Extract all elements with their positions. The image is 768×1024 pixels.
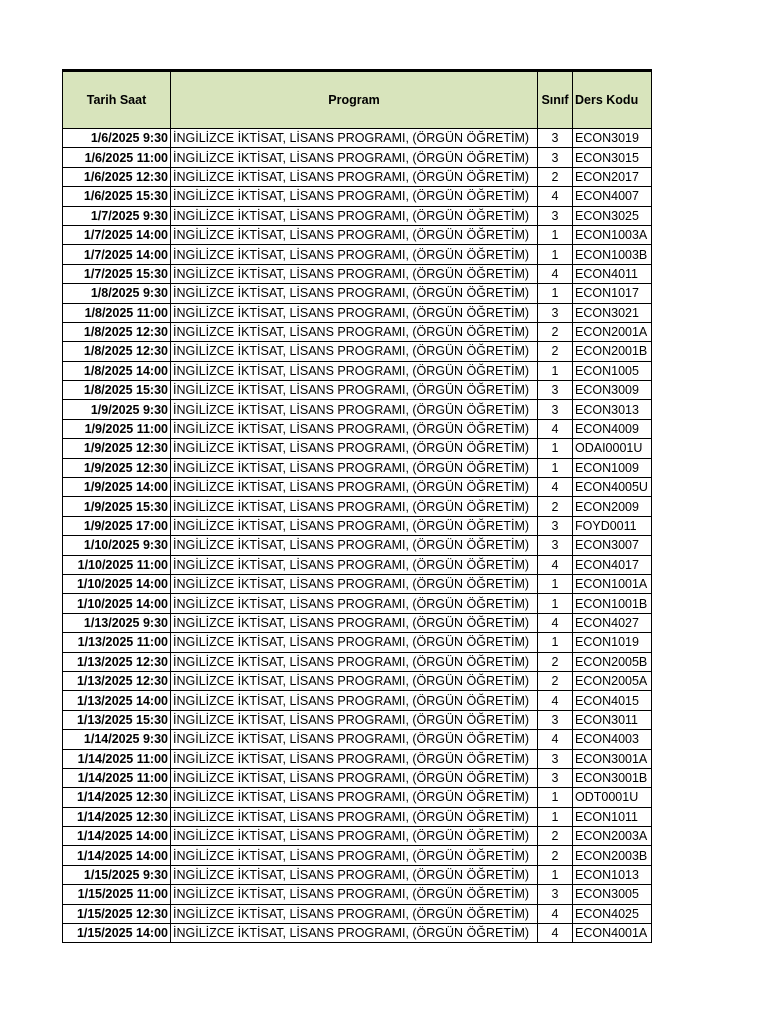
cell-program: İNGİLİZCE İKTİSAT, LİSANS PROGRAMI, (ÖRGÜN ÖĞRETİM): [171, 827, 538, 846]
cell-date-time: 1/9/2025 12:30: [63, 439, 171, 458]
cell-class: 2: [538, 827, 573, 846]
cell-class: 1: [538, 284, 573, 303]
cell-class: 1: [538, 439, 573, 458]
cell-program: İNGİLİZCE İKTİSAT, LİSANS PROGRAMI, (ÖRGÜN ÖĞRETİM): [171, 710, 538, 729]
cell-date-time: 1/9/2025 12:30: [63, 458, 171, 477]
cell-program: İNGİLİZCE İKTİSAT, LİSANS PROGRAMI, (ÖRGÜN ÖĞRETİM): [171, 322, 538, 341]
cell-class: 2: [538, 342, 573, 361]
cell-program: İNGİLİZCE İKTİSAT, LİSANS PROGRAMI, (ÖRGÜN ÖĞRETİM): [171, 225, 538, 244]
cell-course-code: ECON2009: [573, 497, 652, 516]
cell-course-code: ECON1013: [573, 865, 652, 884]
cell-program: İNGİLİZCE İKTİSAT, LİSANS PROGRAMI, (ÖRGÜN ÖĞRETİM): [171, 206, 538, 225]
cell-date-time: 1/10/2025 9:30: [63, 536, 171, 555]
table-row: [63, 652, 652, 671]
cell-course-code: ECON3019: [573, 129, 652, 148]
cell-course-code: ECON1003A: [573, 225, 652, 244]
cell-class: 1: [538, 245, 573, 264]
cell-class: 3: [538, 768, 573, 787]
table-row: [63, 710, 652, 729]
cell-course-code: ECON3015: [573, 148, 652, 167]
cell-class: 4: [538, 419, 573, 438]
cell-program: İNGİLİZCE İKTİSAT, LİSANS PROGRAMI, (ÖRGÜN ÖĞRETİM): [171, 594, 538, 613]
cell-class: 3: [538, 148, 573, 167]
cell-program: İNGİLİZCE İKTİSAT, LİSANS PROGRAMI, (ÖRGÜN ÖĞRETİM): [171, 691, 538, 710]
cell-date-time: 1/7/2025 14:00: [63, 245, 171, 264]
cell-program: İNGİLİZCE İKTİSAT, LİSANS PROGRAMI, (ÖRGÜN ÖĞRETİM): [171, 284, 538, 303]
cell-class: 2: [538, 497, 573, 516]
cell-program: İNGİLİZCE İKTİSAT, LİSANS PROGRAMI, (ÖRGÜN ÖĞRETİM): [171, 264, 538, 283]
cell-date-time: 1/15/2025 12:30: [63, 904, 171, 923]
table-row: [63, 245, 652, 264]
header-date-time: Tarih Saat: [63, 71, 171, 129]
cell-program: İNGİLİZCE İKTİSAT, LİSANS PROGRAMI, (ÖRGÜN ÖĞRETİM): [171, 574, 538, 593]
cell-course-code: ECON2017: [573, 167, 652, 186]
cell-date-time: 1/8/2025 12:30: [63, 322, 171, 341]
table-row: [63, 303, 652, 322]
table-row: [63, 574, 652, 593]
table-row: [63, 478, 652, 497]
cell-program: İNGİLİZCE İKTİSAT, LİSANS PROGRAMI, (ÖRGÜN ÖĞRETİM): [171, 497, 538, 516]
cell-date-time: 1/8/2025 11:00: [63, 303, 171, 322]
cell-class: 4: [538, 264, 573, 283]
cell-date-time: 1/15/2025 14:00: [63, 924, 171, 943]
cell-program: İNGİLİZCE İKTİSAT, LİSANS PROGRAMI, (ÖRGÜN ÖĞRETİM): [171, 516, 538, 535]
table-row: [63, 594, 652, 613]
cell-course-code: ECON3009: [573, 381, 652, 400]
cell-program: İNGİLİZCE İKTİSAT, LİSANS PROGRAMI, (ÖRGÜN ÖĞRETİM): [171, 536, 538, 555]
cell-course-code: ECON4017: [573, 555, 652, 574]
table-row: [63, 904, 652, 923]
cell-course-code: ECON2005A: [573, 671, 652, 690]
cell-course-code: ECON1001A: [573, 574, 652, 593]
table-row: [63, 381, 652, 400]
table-row: [63, 671, 652, 690]
cell-class: 1: [538, 865, 573, 884]
cell-program: İNGİLİZCE İKTİSAT, LİSANS PROGRAMI, (ÖRGÜN ÖĞRETİM): [171, 768, 538, 787]
table-row: [63, 885, 652, 904]
cell-date-time: 1/7/2025 15:30: [63, 264, 171, 283]
cell-course-code: ECON2003A: [573, 827, 652, 846]
cell-date-time: 1/6/2025 9:30: [63, 129, 171, 148]
cell-program: İNGİLİZCE İKTİSAT, LİSANS PROGRAMI, (ÖRGÜN ÖĞRETİM): [171, 788, 538, 807]
cell-class: 1: [538, 361, 573, 380]
cell-course-code: ECON4027: [573, 613, 652, 632]
cell-date-time: 1/10/2025 14:00: [63, 594, 171, 613]
cell-program: İNGİLİZCE İKTİSAT, LİSANS PROGRAMI, (ÖRGÜN ÖĞRETİM): [171, 167, 538, 186]
cell-course-code: ECON4003: [573, 730, 652, 749]
cell-date-time: 1/14/2025 14:00: [63, 846, 171, 865]
cell-course-code: ECON3013: [573, 400, 652, 419]
table-row: [63, 497, 652, 516]
cell-class: 3: [538, 749, 573, 768]
cell-course-code: ECON4025: [573, 904, 652, 923]
cell-program: İNGİLİZCE İKTİSAT, LİSANS PROGRAMI, (ÖRGÜN ÖĞRETİM): [171, 419, 538, 438]
cell-date-time: 1/8/2025 15:30: [63, 381, 171, 400]
cell-program: İNGİLİZCE İKTİSAT, LİSANS PROGRAMI, (ÖRGÜN ÖĞRETİM): [171, 245, 538, 264]
cell-date-time: 1/14/2025 11:00: [63, 749, 171, 768]
cell-course-code: ECON1009: [573, 458, 652, 477]
cell-date-time: 1/9/2025 9:30: [63, 400, 171, 419]
cell-date-time: 1/14/2025 9:30: [63, 730, 171, 749]
cell-program: İNGİLİZCE İKTİSAT, LİSANS PROGRAMI, (ÖRGÜN ÖĞRETİM): [171, 129, 538, 148]
cell-course-code: ECON4001A: [573, 924, 652, 943]
cell-date-time: 1/8/2025 9:30: [63, 284, 171, 303]
table-row: [63, 846, 652, 865]
cell-date-time: 1/10/2025 11:00: [63, 555, 171, 574]
table-row: [63, 555, 652, 574]
cell-date-time: 1/9/2025 11:00: [63, 419, 171, 438]
cell-date-time: 1/7/2025 9:30: [63, 206, 171, 225]
table-header: [63, 71, 652, 129]
cell-date-time: 1/14/2025 14:00: [63, 827, 171, 846]
cell-program: İNGİLİZCE İKTİSAT, LİSANS PROGRAMI, (ÖRGÜN ÖĞRETİM): [171, 865, 538, 884]
cell-program: İNGİLİZCE İKTİSAT, LİSANS PROGRAMI, (ÖRGÜN ÖĞRETİM): [171, 671, 538, 690]
cell-date-time: 1/14/2025 11:00: [63, 768, 171, 787]
cell-date-time: 1/9/2025 14:00: [63, 478, 171, 497]
table-row: [63, 749, 652, 768]
cell-course-code: ECON4015: [573, 691, 652, 710]
cell-class: 4: [538, 691, 573, 710]
cell-course-code: ECON3011: [573, 710, 652, 729]
cell-class: 1: [538, 458, 573, 477]
cell-course-code: ODT0001U: [573, 788, 652, 807]
cell-program: İNGİLİZCE İKTİSAT, LİSANS PROGRAMI, (ÖRGÜN ÖĞRETİM): [171, 885, 538, 904]
cell-class: 3: [538, 400, 573, 419]
cell-course-code: ECON1005: [573, 361, 652, 380]
header-program: Program: [171, 71, 538, 129]
cell-class: 1: [538, 574, 573, 593]
cell-class: 3: [538, 516, 573, 535]
cell-course-code: ODAI0001U: [573, 439, 652, 458]
table-row: [63, 342, 652, 361]
header-row: [63, 71, 652, 129]
cell-program: İNGİLİZCE İKTİSAT, LİSANS PROGRAMI, (ÖRGÜN ÖĞRETİM): [171, 652, 538, 671]
cell-date-time: 1/9/2025 15:30: [63, 497, 171, 516]
cell-date-time: 1/13/2025 9:30: [63, 613, 171, 632]
cell-class: 3: [538, 206, 573, 225]
cell-course-code: ECON2005B: [573, 652, 652, 671]
table-row: [63, 613, 652, 632]
cell-class: 3: [538, 885, 573, 904]
table-row: [63, 167, 652, 186]
cell-class: 4: [538, 187, 573, 206]
cell-course-code: ECON4007: [573, 187, 652, 206]
cell-date-time: 1/13/2025 15:30: [63, 710, 171, 729]
cell-date-time: 1/14/2025 12:30: [63, 788, 171, 807]
header-class: Sınıf: [538, 71, 573, 129]
cell-program: İNGİLİZCE İKTİSAT, LİSANS PROGRAMI, (ÖRGÜN ÖĞRETİM): [171, 439, 538, 458]
cell-class: 2: [538, 671, 573, 690]
cell-course-code: ECON3025: [573, 206, 652, 225]
cell-program: İNGİLİZCE İKTİSAT, LİSANS PROGRAMI, (ÖRGÜN ÖĞRETİM): [171, 400, 538, 419]
table-row: [63, 148, 652, 167]
cell-date-time: 1/13/2025 12:30: [63, 671, 171, 690]
cell-class: 1: [538, 633, 573, 652]
cell-class: 2: [538, 322, 573, 341]
cell-class: 4: [538, 924, 573, 943]
cell-course-code: FOYD0011: [573, 516, 652, 535]
cell-course-code: ECON2001A: [573, 322, 652, 341]
cell-class: 2: [538, 846, 573, 865]
cell-date-time: 1/13/2025 12:30: [63, 652, 171, 671]
table-row: [63, 516, 652, 535]
table-row: [63, 129, 652, 148]
cell-course-code: ECON1003B: [573, 245, 652, 264]
table-row: [63, 284, 652, 303]
cell-program: İNGİLİZCE İKTİSAT, LİSANS PROGRAMI, (ÖRGÜN ÖĞRETİM): [171, 904, 538, 923]
cell-program: İNGİLİZCE İKTİSAT, LİSANS PROGRAMI, (ÖRGÜN ÖĞRETİM): [171, 303, 538, 322]
cell-course-code: ECON1001B: [573, 594, 652, 613]
table-row: [63, 458, 652, 477]
cell-course-code: ECON3007: [573, 536, 652, 555]
cell-course-code: ECON3005: [573, 885, 652, 904]
cell-course-code: ECON1011: [573, 807, 652, 826]
table-row: [63, 225, 652, 244]
cell-date-time: 1/15/2025 9:30: [63, 865, 171, 884]
table-row: [63, 322, 652, 341]
cell-date-time: 1/15/2025 11:00: [63, 885, 171, 904]
table-body: [63, 129, 652, 943]
cell-class: 4: [538, 613, 573, 632]
table-row: [63, 187, 652, 206]
cell-program: İNGİLİZCE İKTİSAT, LİSANS PROGRAMI, (ÖRGÜN ÖĞRETİM): [171, 555, 538, 574]
cell-class: 1: [538, 594, 573, 613]
cell-class: 3: [538, 710, 573, 729]
cell-program: İNGİLİZCE İKTİSAT, LİSANS PROGRAMI, (ÖRGÜN ÖĞRETİM): [171, 807, 538, 826]
table-row: [63, 400, 652, 419]
cell-class: 4: [538, 730, 573, 749]
cell-program: İNGİLİZCE İKTİSAT, LİSANS PROGRAMI, (ÖRGÜN ÖĞRETİM): [171, 148, 538, 167]
cell-date-time: 1/13/2025 14:00: [63, 691, 171, 710]
cell-course-code: ECON3001A: [573, 749, 652, 768]
table-row: [63, 419, 652, 438]
cell-date-time: 1/6/2025 11:00: [63, 148, 171, 167]
cell-date-time: 1/6/2025 15:30: [63, 187, 171, 206]
cell-course-code: ECON3021: [573, 303, 652, 322]
cell-program: İNGİLİZCE İKTİSAT, LİSANS PROGRAMI, (ÖRGÜN ÖĞRETİM): [171, 458, 538, 477]
table-row: [63, 439, 652, 458]
cell-program: İNGİLİZCE İKTİSAT, LİSANS PROGRAMI, (ÖRGÜN ÖĞRETİM): [171, 381, 538, 400]
cell-class: 2: [538, 652, 573, 671]
cell-course-code: ECON1017: [573, 284, 652, 303]
table-row: [63, 924, 652, 943]
cell-class: 4: [538, 555, 573, 574]
header-course-code: Ders Kodu: [573, 71, 652, 129]
cell-class: 1: [538, 225, 573, 244]
table-row: [63, 768, 652, 787]
cell-date-time: 1/9/2025 17:00: [63, 516, 171, 535]
cell-class: 4: [538, 478, 573, 497]
cell-course-code: ECON2003B: [573, 846, 652, 865]
cell-class: 2: [538, 167, 573, 186]
cell-course-code: ECON4005U: [573, 478, 652, 497]
table-row: [63, 691, 652, 710]
cell-course-code: ECON3001B: [573, 768, 652, 787]
cell-class: 1: [538, 807, 573, 826]
table-row: [63, 788, 652, 807]
cell-class: 3: [538, 536, 573, 555]
cell-course-code: ECON1019: [573, 633, 652, 652]
cell-program: İNGİLİZCE İKTİSAT, LİSANS PROGRAMI, (ÖRGÜN ÖĞRETİM): [171, 730, 538, 749]
cell-class: 4: [538, 904, 573, 923]
cell-course-code: ECON2001B: [573, 342, 652, 361]
table-row: [63, 361, 652, 380]
cell-class: 3: [538, 381, 573, 400]
table-row: [63, 264, 652, 283]
cell-class: 1: [538, 788, 573, 807]
cell-date-time: 1/10/2025 14:00: [63, 574, 171, 593]
table-row: [63, 865, 652, 884]
cell-program: İNGİLİZCE İKTİSAT, LİSANS PROGRAMI, (ÖRGÜN ÖĞRETİM): [171, 749, 538, 768]
cell-date-time: 1/8/2025 14:00: [63, 361, 171, 380]
table-row: [63, 827, 652, 846]
cell-class: 3: [538, 303, 573, 322]
cell-date-time: 1/6/2025 12:30: [63, 167, 171, 186]
cell-date-time: 1/14/2025 12:30: [63, 807, 171, 826]
cell-course-code: ECON4011: [573, 264, 652, 283]
cell-program: İNGİLİZCE İKTİSAT, LİSANS PROGRAMI, (ÖRGÜN ÖĞRETİM): [171, 342, 538, 361]
cell-date-time: 1/13/2025 11:00: [63, 633, 171, 652]
table-row: [63, 633, 652, 652]
cell-program: İNGİLİZCE İKTİSAT, LİSANS PROGRAMI, (ÖRGÜN ÖĞRETİM): [171, 361, 538, 380]
cell-program: İNGİLİZCE İKTİSAT, LİSANS PROGRAMI, (ÖRGÜN ÖĞRETİM): [171, 187, 538, 206]
cell-program: İNGİLİZCE İKTİSAT, LİSANS PROGRAMI, (ÖRGÜN ÖĞRETİM): [171, 613, 538, 632]
cell-date-time: 1/7/2025 14:00: [63, 225, 171, 244]
cell-program: İNGİLİZCE İKTİSAT, LİSANS PROGRAMI, (ÖRGÜN ÖĞRETİM): [171, 846, 538, 865]
cell-course-code: ECON4009: [573, 419, 652, 438]
cell-program: İNGİLİZCE İKTİSAT, LİSANS PROGRAMI, (ÖRGÜN ÖĞRETİM): [171, 924, 538, 943]
exam-schedule-table: [62, 69, 652, 943]
table-row: [63, 807, 652, 826]
table-row: [63, 536, 652, 555]
cell-class: 3: [538, 129, 573, 148]
cell-program: İNGİLİZCE İKTİSAT, LİSANS PROGRAMI, (ÖRGÜN ÖĞRETİM): [171, 478, 538, 497]
table-row: [63, 730, 652, 749]
cell-program: İNGİLİZCE İKTİSAT, LİSANS PROGRAMI, (ÖRGÜN ÖĞRETİM): [171, 633, 538, 652]
cell-date-time: 1/8/2025 12:30: [63, 342, 171, 361]
table-row: [63, 206, 652, 225]
